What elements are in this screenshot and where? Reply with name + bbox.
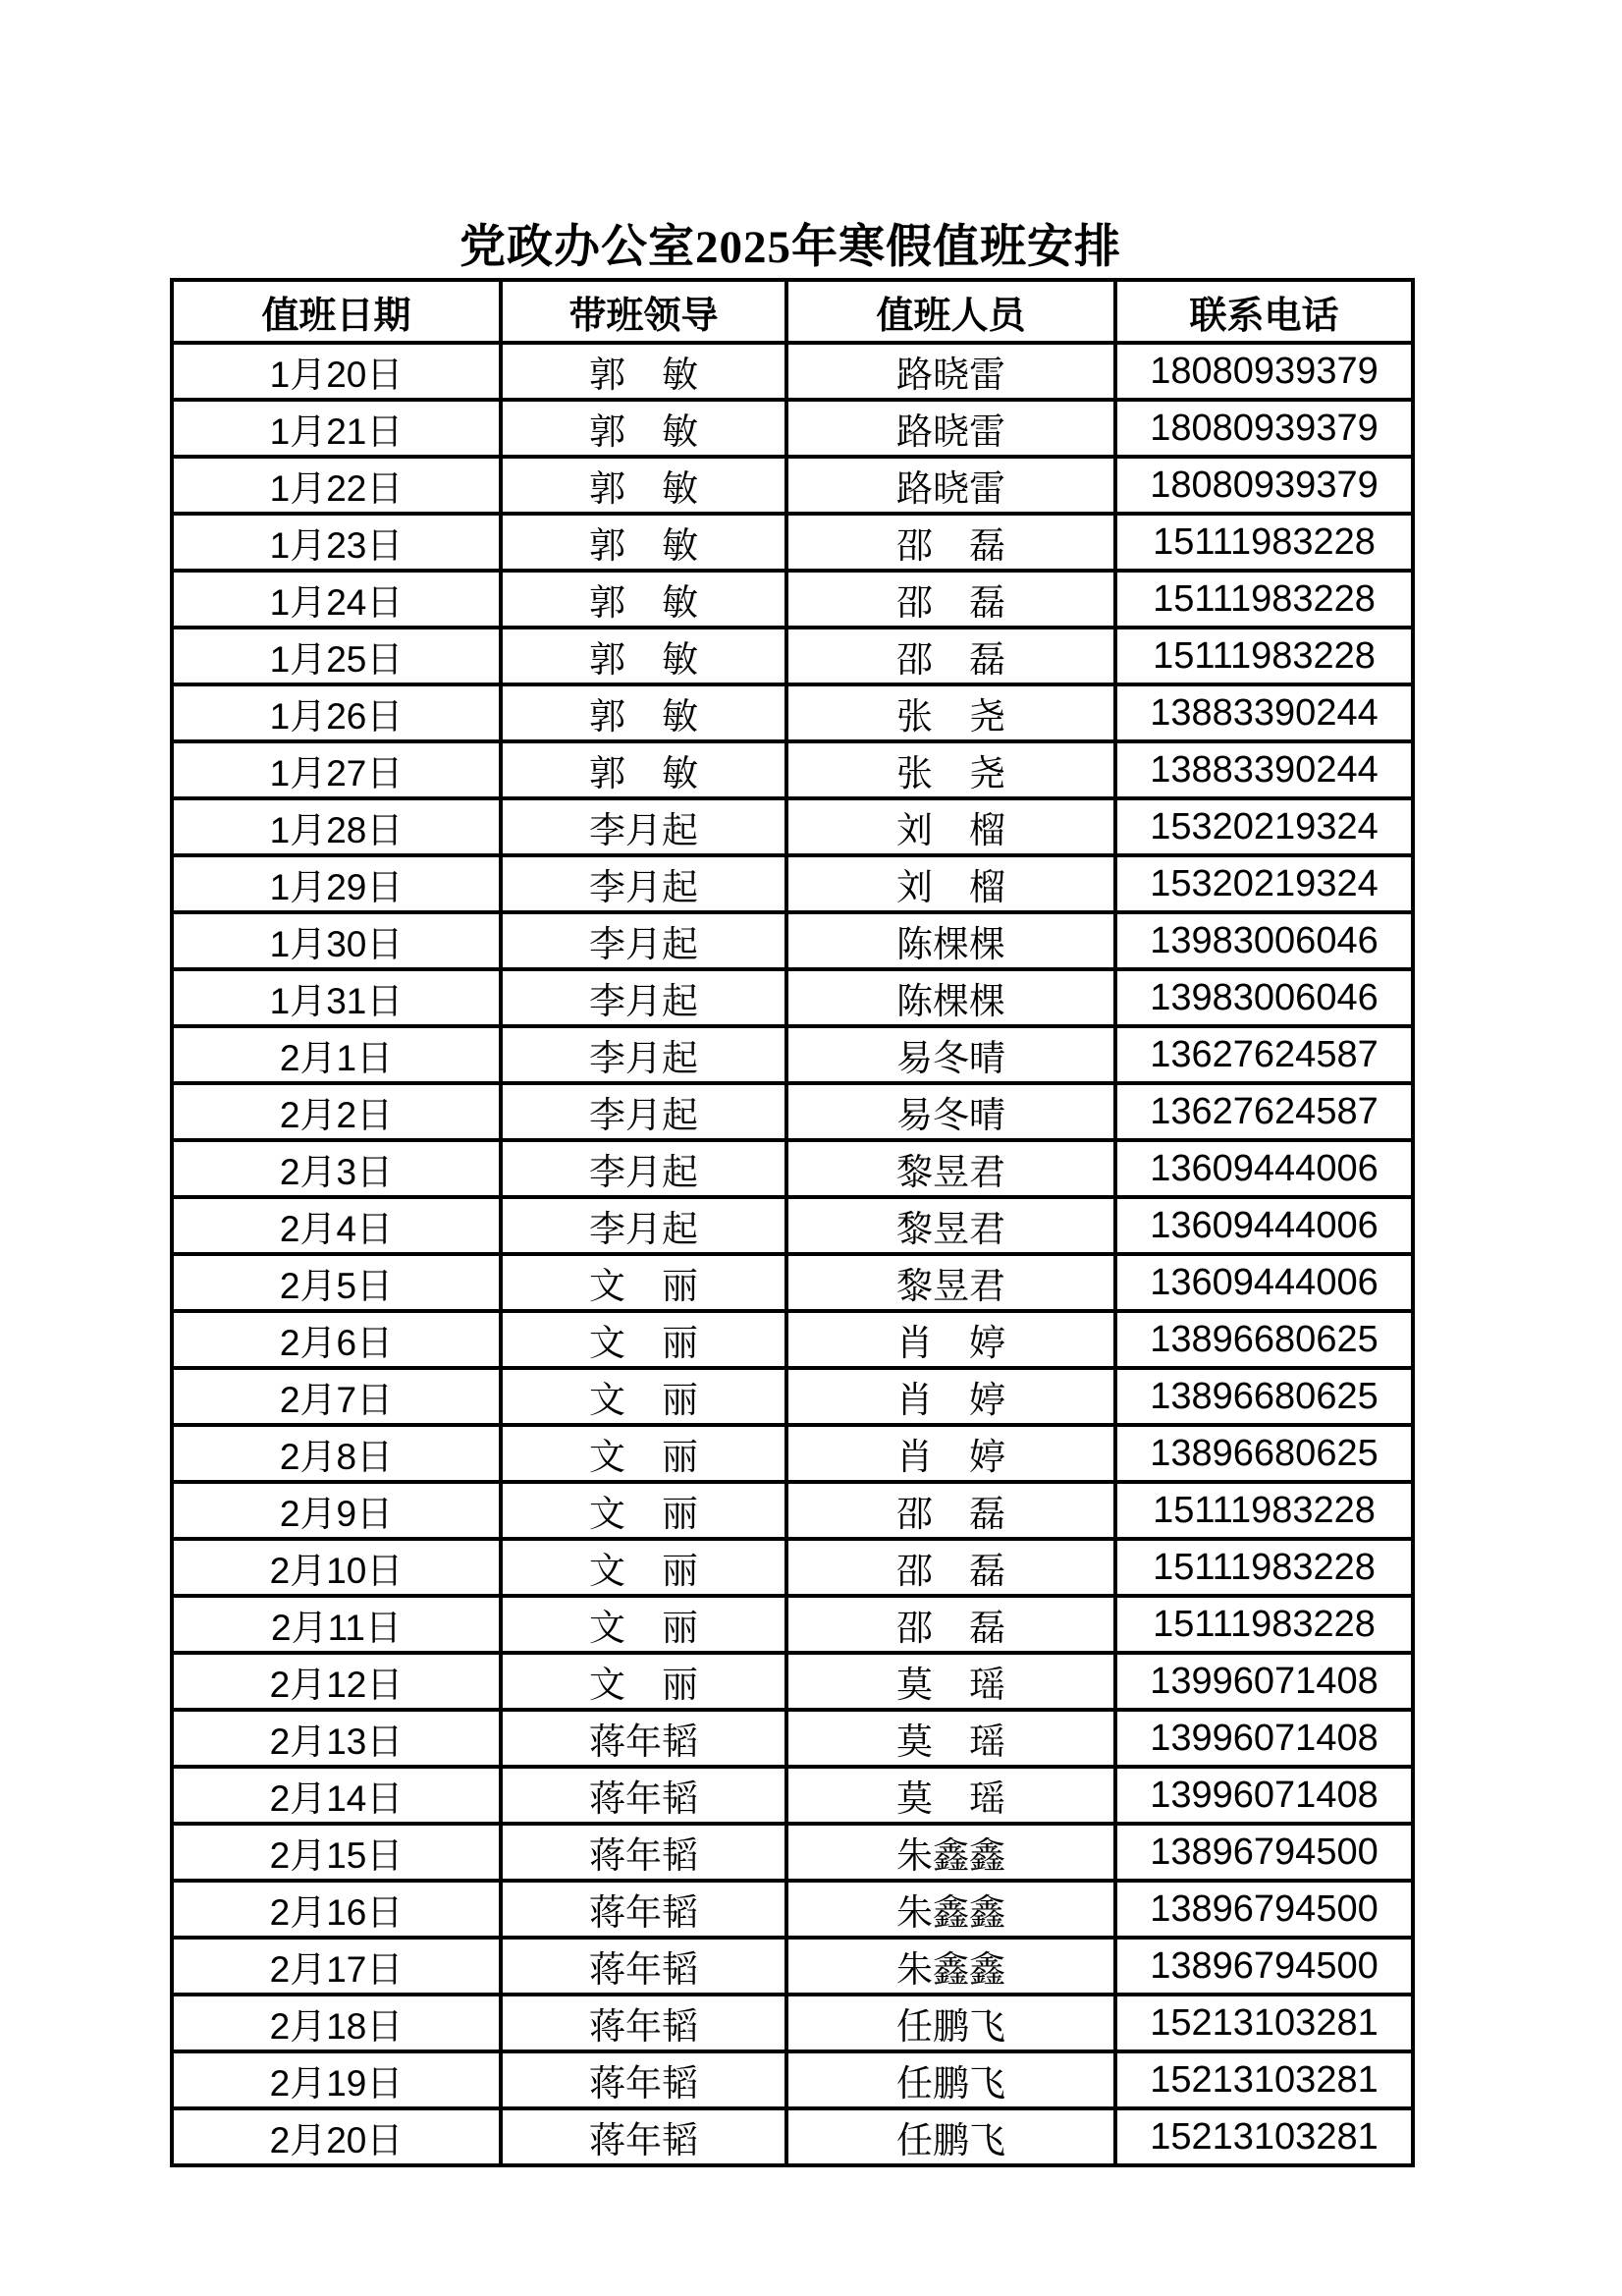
cell-duty-leader: 文 丽 [501, 1596, 786, 1653]
cell-contact-phone: 15213103281 [1115, 1995, 1413, 2051]
cell-duty-date: 2月14日 [172, 1767, 501, 1824]
cell-duty-leader: 文 丽 [501, 1482, 786, 1539]
column-header-staff: 值班人员 [786, 280, 1115, 343]
table-row [172, 1995, 1413, 2051]
cell-contact-phone: 13983006046 [1115, 912, 1413, 969]
table-row [172, 798, 1413, 855]
cell-duty-leader: 李月起 [501, 1140, 786, 1197]
cell-duty-date: 1月30日 [172, 912, 501, 969]
table-header-row [172, 280, 1413, 343]
cell-duty-leader: 蒋年韬 [501, 1995, 786, 2051]
cell-duty-leader: 蒋年韬 [501, 1710, 786, 1767]
cell-contact-phone: 13627624587 [1115, 1083, 1413, 1140]
cell-duty-leader: 郭 敏 [501, 628, 786, 684]
cell-duty-leader: 文 丽 [501, 1425, 786, 1482]
cell-duty-date: 1月31日 [172, 969, 501, 1026]
cell-duty-date: 2月17日 [172, 1938, 501, 1995]
cell-duty-date: 2月10日 [172, 1539, 501, 1596]
table-row [172, 571, 1413, 628]
cell-duty-staff: 朱鑫鑫 [786, 1938, 1115, 1995]
cell-duty-leader: 文 丽 [501, 1539, 786, 1596]
table-row [172, 1938, 1413, 1995]
table-row [172, 1710, 1413, 1767]
cell-duty-leader: 蒋年韬 [501, 1767, 786, 1824]
cell-duty-leader: 李月起 [501, 969, 786, 1026]
cell-duty-date: 2月1日 [172, 1026, 501, 1083]
cell-duty-leader: 郭 敏 [501, 400, 786, 457]
cell-duty-date: 1月23日 [172, 514, 501, 571]
cell-duty-staff: 邵 磊 [786, 514, 1115, 571]
cell-duty-leader: 文 丽 [501, 1653, 786, 1710]
cell-contact-phone: 13983006046 [1115, 969, 1413, 1026]
table-row [172, 1368, 1413, 1425]
cell-duty-date: 2月6日 [172, 1311, 501, 1368]
cell-duty-date: 2月19日 [172, 2051, 501, 2108]
cell-duty-staff: 邵 磊 [786, 1539, 1115, 1596]
table-row [172, 2108, 1413, 2165]
cell-duty-staff: 莫 瑶 [786, 1710, 1115, 1767]
cell-contact-phone: 13896794500 [1115, 1824, 1413, 1881]
cell-contact-phone: 13896680625 [1115, 1311, 1413, 1368]
column-header-phone: 联系电话 [1115, 280, 1413, 343]
table-row [172, 400, 1413, 457]
cell-duty-leader: 蒋年韬 [501, 2108, 786, 2165]
cell-duty-staff: 陈棵棵 [786, 912, 1115, 969]
cell-duty-date: 2月12日 [172, 1653, 501, 1710]
table-row [172, 1254, 1413, 1311]
cell-contact-phone: 13609444006 [1115, 1140, 1413, 1197]
cell-duty-date: 1月29日 [172, 855, 501, 912]
table-row [172, 912, 1413, 969]
cell-duty-leader: 郭 敏 [501, 571, 786, 628]
cell-duty-date: 1月28日 [172, 798, 501, 855]
cell-duty-date: 1月27日 [172, 741, 501, 798]
cell-duty-staff: 张 尧 [786, 684, 1115, 741]
cell-contact-phone: 13627624587 [1115, 1026, 1413, 1083]
cell-contact-phone: 13896680625 [1115, 1368, 1413, 1425]
cell-contact-phone: 18080939379 [1115, 400, 1413, 457]
cell-duty-date: 2月20日 [172, 2108, 501, 2165]
cell-contact-phone: 15111983228 [1115, 628, 1413, 684]
table-row [172, 343, 1413, 400]
cell-duty-staff: 刘 榴 [786, 855, 1115, 912]
cell-duty-staff: 肖 婷 [786, 1368, 1115, 1425]
cell-duty-leader: 蒋年韬 [501, 1881, 786, 1938]
cell-contact-phone: 13996071408 [1115, 1653, 1413, 1710]
cell-contact-phone: 13896794500 [1115, 1881, 1413, 1938]
page-title: 党政办公室2025年寒假值班安排 [460, 222, 1121, 273]
cell-contact-phone: 15111983228 [1115, 514, 1413, 571]
cell-duty-date: 1月24日 [172, 571, 501, 628]
table-row [172, 855, 1413, 912]
cell-duty-staff: 任鹏飞 [786, 2108, 1115, 2165]
cell-duty-staff: 肖 婷 [786, 1311, 1115, 1368]
cell-duty-staff: 张 尧 [786, 741, 1115, 798]
cell-duty-staff: 朱鑫鑫 [786, 1824, 1115, 1881]
cell-duty-staff: 邵 磊 [786, 571, 1115, 628]
table-row [172, 1140, 1413, 1197]
cell-duty-date: 2月5日 [172, 1254, 501, 1311]
cell-duty-staff: 朱鑫鑫 [786, 1881, 1115, 1938]
table-row [172, 969, 1413, 1026]
cell-duty-leader: 李月起 [501, 912, 786, 969]
duty-schedule-table [170, 278, 1415, 2167]
table-row [172, 1482, 1413, 1539]
cell-duty-leader: 李月起 [501, 1083, 786, 1140]
cell-duty-staff: 邵 磊 [786, 1596, 1115, 1653]
cell-contact-phone: 18080939379 [1115, 457, 1413, 514]
table-row [172, 1596, 1413, 1653]
table-row [172, 1425, 1413, 1482]
cell-duty-staff: 莫 瑶 [786, 1653, 1115, 1710]
cell-duty-leader: 蒋年韬 [501, 1938, 786, 1995]
table-row [172, 684, 1413, 741]
cell-contact-phone: 15320219324 [1115, 798, 1413, 855]
cell-duty-date: 1月20日 [172, 343, 501, 400]
cell-duty-leader: 文 丽 [501, 1368, 786, 1425]
cell-duty-leader: 文 丽 [501, 1254, 786, 1311]
cell-contact-phone: 15213103281 [1115, 2051, 1413, 2108]
cell-duty-date: 2月11日 [172, 1596, 501, 1653]
cell-duty-date: 2月7日 [172, 1368, 501, 1425]
cell-duty-staff: 路晓雷 [786, 400, 1115, 457]
table-row [172, 514, 1413, 571]
cell-duty-date: 1月26日 [172, 684, 501, 741]
cell-contact-phone: 13996071408 [1115, 1710, 1413, 1767]
cell-duty-staff: 刘 榴 [786, 798, 1115, 855]
cell-contact-phone: 13609444006 [1115, 1197, 1413, 1254]
cell-contact-phone: 18080939379 [1115, 343, 1413, 400]
cell-duty-leader: 李月起 [501, 1026, 786, 1083]
cell-duty-date: 1月25日 [172, 628, 501, 684]
cell-contact-phone: 15111983228 [1115, 1539, 1413, 1596]
cell-duty-date: 2月3日 [172, 1140, 501, 1197]
cell-contact-phone: 15213103281 [1115, 2108, 1413, 2165]
cell-duty-leader: 郭 敏 [501, 457, 786, 514]
table-row [172, 1824, 1413, 1881]
cell-duty-leader: 郭 敏 [501, 514, 786, 571]
cell-duty-leader: 郭 敏 [501, 684, 786, 741]
cell-duty-date: 2月18日 [172, 1995, 501, 2051]
cell-contact-phone: 15111983228 [1115, 571, 1413, 628]
cell-contact-phone: 15320219324 [1115, 855, 1413, 912]
cell-duty-date: 2月15日 [172, 1824, 501, 1881]
cell-duty-leader: 蒋年韬 [501, 2051, 786, 2108]
cell-duty-staff: 易冬晴 [786, 1083, 1115, 1140]
table-row [172, 1539, 1413, 1596]
cell-duty-date: 1月21日 [172, 400, 501, 457]
cell-duty-staff: 黎昱君 [786, 1197, 1115, 1254]
cell-duty-staff: 路晓雷 [786, 457, 1115, 514]
cell-duty-leader: 郭 敏 [501, 343, 786, 400]
cell-duty-staff: 邵 磊 [786, 628, 1115, 684]
table-row [172, 1881, 1413, 1938]
table-body [172, 343, 1413, 2165]
cell-duty-leader: 文 丽 [501, 1311, 786, 1368]
cell-contact-phone: 13996071408 [1115, 1767, 1413, 1824]
cell-contact-phone: 15111983228 [1115, 1482, 1413, 1539]
cell-duty-leader: 李月起 [501, 855, 786, 912]
cell-duty-staff: 易冬晴 [786, 1026, 1115, 1083]
cell-duty-date: 1月22日 [172, 457, 501, 514]
cell-contact-phone: 15111983228 [1115, 1596, 1413, 1653]
table-row [172, 1767, 1413, 1824]
cell-duty-staff: 任鹏飞 [786, 1995, 1115, 2051]
cell-duty-leader: 李月起 [501, 798, 786, 855]
cell-duty-staff: 陈棵棵 [786, 969, 1115, 1026]
table-row [172, 1083, 1413, 1140]
cell-duty-leader: 蒋年韬 [501, 1824, 786, 1881]
cell-contact-phone: 13896794500 [1115, 1938, 1413, 1995]
cell-duty-date: 2月9日 [172, 1482, 501, 1539]
cell-duty-date: 2月8日 [172, 1425, 501, 1482]
cell-duty-staff: 邵 磊 [786, 1482, 1115, 1539]
cell-duty-staff: 任鹏飞 [786, 2051, 1115, 2108]
cell-contact-phone: 13883390244 [1115, 684, 1413, 741]
column-header-date: 值班日期 [172, 280, 501, 343]
table-row [172, 1653, 1413, 1710]
table-row [172, 1311, 1413, 1368]
cell-contact-phone: 13883390244 [1115, 741, 1413, 798]
cell-duty-staff: 肖 婷 [786, 1425, 1115, 1482]
cell-duty-leader: 李月起 [501, 1197, 786, 1254]
cell-duty-staff: 莫 瑶 [786, 1767, 1115, 1824]
cell-contact-phone: 13609444006 [1115, 1254, 1413, 1311]
cell-duty-date: 2月13日 [172, 1710, 501, 1767]
table-row [172, 741, 1413, 798]
cell-duty-date: 2月4日 [172, 1197, 501, 1254]
table-row [172, 2051, 1413, 2108]
cell-duty-leader: 郭 敏 [501, 741, 786, 798]
column-header-leader: 带班领导 [501, 280, 786, 343]
table-row [172, 457, 1413, 514]
cell-duty-staff: 黎昱君 [786, 1140, 1115, 1197]
cell-duty-staff: 路晓雷 [786, 343, 1115, 400]
cell-duty-date: 2月16日 [172, 1881, 501, 1938]
table-row [172, 1026, 1413, 1083]
cell-duty-staff: 黎昱君 [786, 1254, 1115, 1311]
table-row [172, 628, 1413, 684]
table-row [172, 1197, 1413, 1254]
cell-contact-phone: 13896680625 [1115, 1425, 1413, 1482]
cell-duty-date: 2月2日 [172, 1083, 501, 1140]
